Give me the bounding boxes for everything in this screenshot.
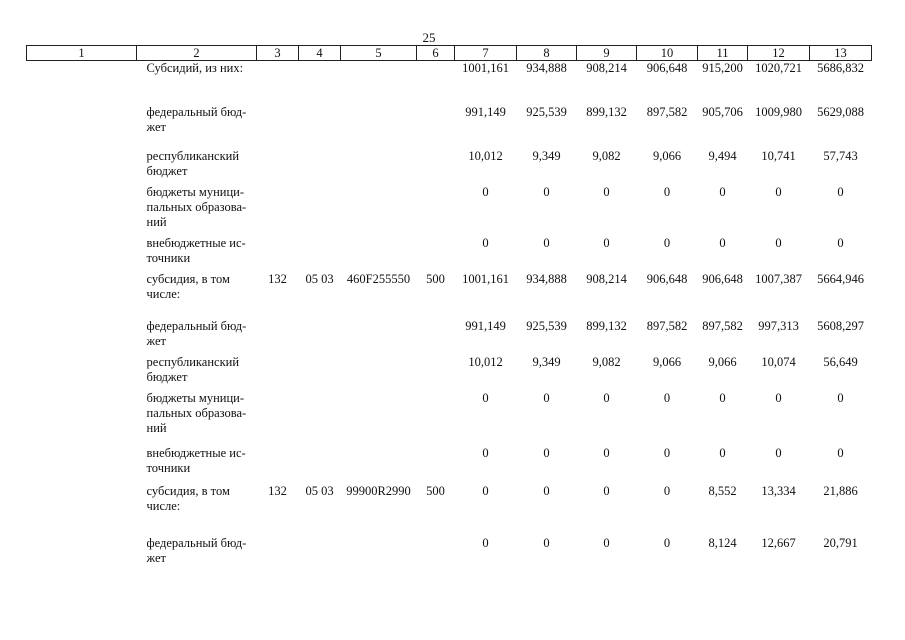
table-row [27,266,872,313]
value-cell: 13,334 [761,483,796,498]
budget-table [26,45,872,566]
empty-cell [27,99,137,143]
code-cell-c3: 132 [268,271,287,286]
table-row [27,313,872,349]
table-row [27,179,872,230]
value-cell: 908,214 [586,271,627,286]
code-cell-c5 [341,530,417,566]
value-cell: 1001,161 [462,271,509,286]
code-cell-c6 [417,385,455,440]
value-cell: 9,066 [708,354,737,369]
value-cell: 925,539 [526,104,567,119]
value-cell: 5629,088 [817,104,864,119]
code-cell-c3 [257,313,299,349]
value-cell: 0 [603,445,610,460]
table-row [27,385,872,440]
code-cell-c6 [417,230,455,266]
value-cell: 906,648 [646,271,688,286]
code-cell-c3 [257,99,299,143]
column-header-11: 11 [698,46,748,61]
row-label: бюджеты муници- пальных образова- ний [146,390,247,435]
value-cell: 0 [482,445,489,460]
value-cell: 897,582 [646,318,688,333]
code-cell-c4: 05 03 [305,271,334,286]
code-cell-c3 [257,143,299,179]
value-cell: 906,648 [702,271,743,286]
code-cell-c4 [299,99,341,143]
value-cell: 934,888 [526,61,567,75]
code-cell-c6: 500 [426,483,445,498]
table-row [27,230,872,266]
code-cell-c3: 132 [268,483,287,498]
code-cell-c5: 99900R2990 [346,483,411,498]
value-cell: 0 [543,184,550,199]
code-cell-c5 [341,61,417,99]
value-cell: 0 [719,390,726,405]
row-label: республиканский бюджет [146,148,240,178]
code-cell-c5 [341,313,417,349]
row-label: бюджеты муници- пальных образова- ний [146,184,247,229]
column-header-2: 2 [137,46,257,61]
column-header-5: 5 [341,46,417,61]
code-cell-c5 [341,349,417,385]
row-label: федеральный бюд- жет [146,535,247,565]
column-header-13: 13 [810,46,872,61]
table-row [27,478,872,530]
column-header-8: 8 [517,46,577,61]
table-header [27,46,872,61]
column-header-3: 3 [257,46,299,61]
value-cell: 56,649 [823,354,858,369]
value-cell: 9,349 [532,354,561,369]
value-cell: 0 [775,390,782,405]
value-cell: 915,200 [702,61,743,75]
value-cell: 899,132 [586,104,627,119]
value-cell: 5664,946 [817,271,864,286]
code-cell-c4 [299,440,341,478]
column-header-7: 7 [455,46,517,61]
code-cell-c3 [257,61,299,99]
code-cell-c4: 05 03 [305,483,334,498]
code-cell-c4 [299,530,341,566]
empty-cell [27,530,137,566]
table-row [27,349,872,385]
value-cell: 0 [543,535,550,550]
value-cell: 897,582 [646,104,688,119]
value-cell: 0 [663,535,671,550]
value-cell: 1020,721 [755,61,802,75]
value-cell: 0 [482,184,489,199]
code-cell-c3 [257,385,299,440]
empty-cell [27,266,137,313]
value-cell: 0 [775,184,782,199]
value-cell: 57,743 [823,148,858,163]
value-cell: 0 [543,390,550,405]
row-label: субсидия, в том числе: [146,483,230,513]
page-number: 25 [422,30,436,45]
code-cell-c6 [417,99,455,143]
column-header-9: 9 [577,46,637,61]
code-cell-c6 [417,313,455,349]
empty-cell [27,230,137,266]
code-cell-c3 [257,440,299,478]
value-cell: 0 [663,184,671,199]
code-cell-c4 [299,61,341,99]
value-cell: 991,149 [465,318,506,333]
row-label: федеральный бюд- жет [146,318,247,348]
empty-cell [27,349,137,385]
value-cell: 0 [775,445,782,460]
code-cell-c6 [417,530,455,566]
value-cell: 0 [482,535,489,550]
code-cell-c3 [257,349,299,385]
code-cell-c5: 460F255550 [346,271,411,286]
value-cell: 8,124 [708,535,737,550]
empty-cell [27,61,137,99]
value-cell: 0 [837,390,844,405]
value-cell: 0 [482,483,489,498]
value-cell: 0 [719,235,726,250]
value-cell: 21,886 [823,483,858,498]
value-cell: 20,791 [823,535,858,550]
column-header-10: 10 [637,46,698,61]
value-cell: 905,706 [702,104,743,119]
value-cell: 0 [482,390,489,405]
value-cell: 5608,297 [817,318,864,333]
column-header-12: 12 [748,46,810,61]
value-cell: 0 [663,445,671,460]
code-cell-c5 [341,385,417,440]
empty-cell [27,385,137,440]
code-cell-c5 [341,99,417,143]
empty-cell [27,143,137,179]
value-cell: 0 [663,390,671,405]
value-cell: 0 [543,445,550,460]
column-header-6: 6 [417,46,455,61]
value-cell: 897,582 [702,318,743,333]
value-cell: 0 [719,184,726,199]
value-cell: 908,214 [586,61,627,75]
code-cell-c6 [417,143,455,179]
column-header-4: 4 [299,46,341,61]
value-cell: 1009,980 [755,104,802,119]
empty-cell [27,313,137,349]
empty-cell [27,440,137,478]
code-cell-c3 [257,530,299,566]
code-cell-c6 [417,179,455,230]
code-cell-c5 [341,230,417,266]
value-cell: 934,888 [526,271,567,286]
row-label: Субсидий, из них: [146,61,244,75]
value-cell: 9,082 [592,148,621,163]
code-cell-c4 [299,230,341,266]
row-label: внебюджетные ис- точники [146,235,246,265]
value-cell: 9,066 [652,354,682,369]
row-label: внебюджетные ис- точники [146,445,246,475]
table-row [27,143,872,179]
value-cell: 0 [837,235,844,250]
value-cell: 0 [663,235,671,250]
value-cell: 991,149 [465,104,506,119]
value-cell: 0 [603,235,610,250]
value-cell: 9,494 [708,148,737,163]
code-cell-c5 [341,179,417,230]
value-cell: 0 [603,483,610,498]
code-cell-c4 [299,313,341,349]
value-cell: 0 [482,235,489,250]
row-label: федеральный бюд- жет [146,104,247,134]
value-cell: 9,349 [532,148,561,163]
value-cell: 1001,161 [462,61,509,75]
code-cell-c5 [341,440,417,478]
code-cell-c3 [257,230,299,266]
value-cell: 10,074 [761,354,796,369]
value-cell: 0 [663,483,671,498]
value-cell: 997,313 [758,318,799,333]
table-row [27,530,872,566]
column-header-1: 1 [27,46,137,61]
empty-cell [27,478,137,530]
value-cell: 10,741 [761,148,796,163]
code-cell-c3 [257,179,299,230]
value-cell: 0 [543,235,550,250]
value-cell: 906,648 [646,61,688,75]
value-cell: 0 [719,445,726,460]
table-row [27,61,872,99]
value-cell: 0 [837,445,844,460]
value-cell: 899,132 [586,318,627,333]
value-cell: 0 [775,235,782,250]
table-row [27,99,872,143]
row-label: субсидия, в том числе: [146,271,230,301]
table-row [27,440,872,478]
code-cell-c6 [417,61,455,99]
code-cell-c4 [299,385,341,440]
code-cell-c6: 500 [426,271,445,286]
value-cell: 9,082 [592,354,621,369]
value-cell: 5686,832 [817,61,864,75]
value-cell: 8,552 [708,483,737,498]
value-cell: 0 [603,535,610,550]
value-cell: 9,066 [652,148,682,163]
value-cell: 0 [837,184,844,199]
value-cell: 12,667 [761,535,796,550]
empty-cell [27,179,137,230]
code-cell-c6 [417,349,455,385]
row-label: республиканский бюджет [146,354,240,384]
table-body [27,61,872,566]
value-cell: 0 [603,184,610,199]
code-cell-c4 [299,179,341,230]
value-cell: 10,012 [468,354,503,369]
code-cell-c4 [299,349,341,385]
value-cell: 10,012 [468,148,503,163]
value-cell: 1007,387 [755,271,802,286]
value-cell: 0 [543,483,550,498]
value-cell: 925,539 [526,318,567,333]
code-cell-c5 [341,143,417,179]
code-cell-c4 [299,143,341,179]
value-cell: 0 [603,390,610,405]
code-cell-c6 [417,440,455,478]
